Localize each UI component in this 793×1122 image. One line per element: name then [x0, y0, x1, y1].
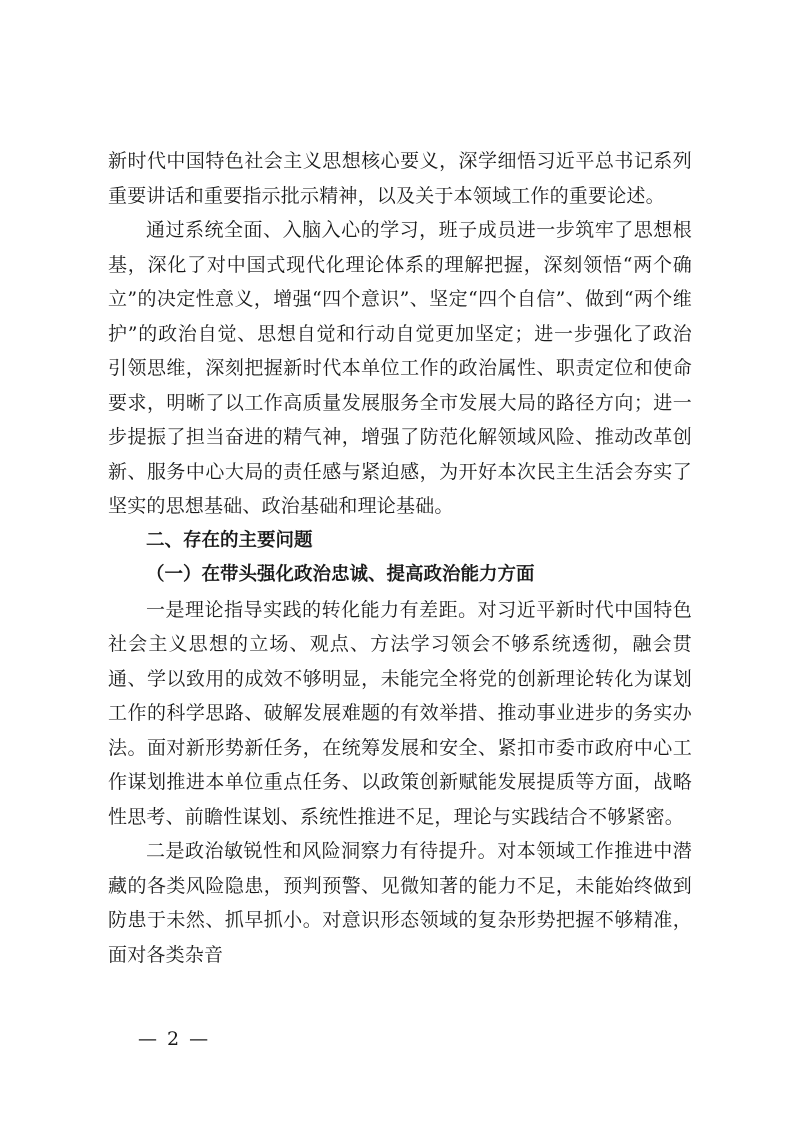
paragraph-problem-two: 二是政治敏锐性和风险洞察力有待提升。对本领域工作推进中潜藏的各类风险隐患，预判预警、见微知著的能力不足，未能始终做到防患于未然、抓早抓小。对意识形态领域的复杂形势把握不够精准，面对各类杂音: [108, 840, 692, 966]
section-heading-main-problems: 二、存在的主要问题: [146, 529, 313, 551]
paragraph-continuation: 新时代中国特色社会主义思想核心要义，深学细悟习近平总书记系列重要讲话和重要指示批示精神，以及关于本领域工作的重要论述。: [108, 150, 692, 207]
paragraph-problem-one: 一是理论指导实践的转化能力有差距。对习近平新时代中国特色社会主义思想的立场、观点、方法学习领会不够系统透彻，融会贯通、学以致用的成效不够明显，未能完全将党的创新理论转化为谋划工作的科学思路、破解发展难题的有效举措、推动事业进步的务实办法。面对新形势新任务，在统筹发展和安全、紧扣市委市政府中心工作谋划推进本单位重点任务、以政策创新赋能发展提质等方面，战略性思考、前瞻性谋划、系统性推进不足，理论与实践结合不够紧密。: [108, 598, 692, 828]
subsection-heading-political-loyalty: （一）在带头强化政治忠诚、提高政治能力方面: [146, 564, 535, 585]
page-number: — 2 —: [138, 1028, 211, 1050]
paragraph-study-results: 通过系统全面、入脑入心的学习，班子成员进一步筑牢了思想根基，深化了对中国式现代化理论体系的理解把握，深刻领悟“两个确立”的决定性意义，增强“四个意识”、坚定“四个自信”、做到“两个维护”的政治自觉、思想自觉和行动自觉更加坚定；进一步强化了政治引领思维，深刻把握新时代本单位工作的政治属性、职责定位和使命要求，明晰了以工作高质量发展服务全市发展大局的路径方向；进一步提振了担当奋进的精气神，增强了防范化解领域风险、推动改革创新、服务中心大局的责任感与紧迫感，为开好本次民主生活会夯实了坚实的思想基础、政治基础和理论基础。: [108, 219, 692, 517]
document-page: [108, 144, 692, 972]
